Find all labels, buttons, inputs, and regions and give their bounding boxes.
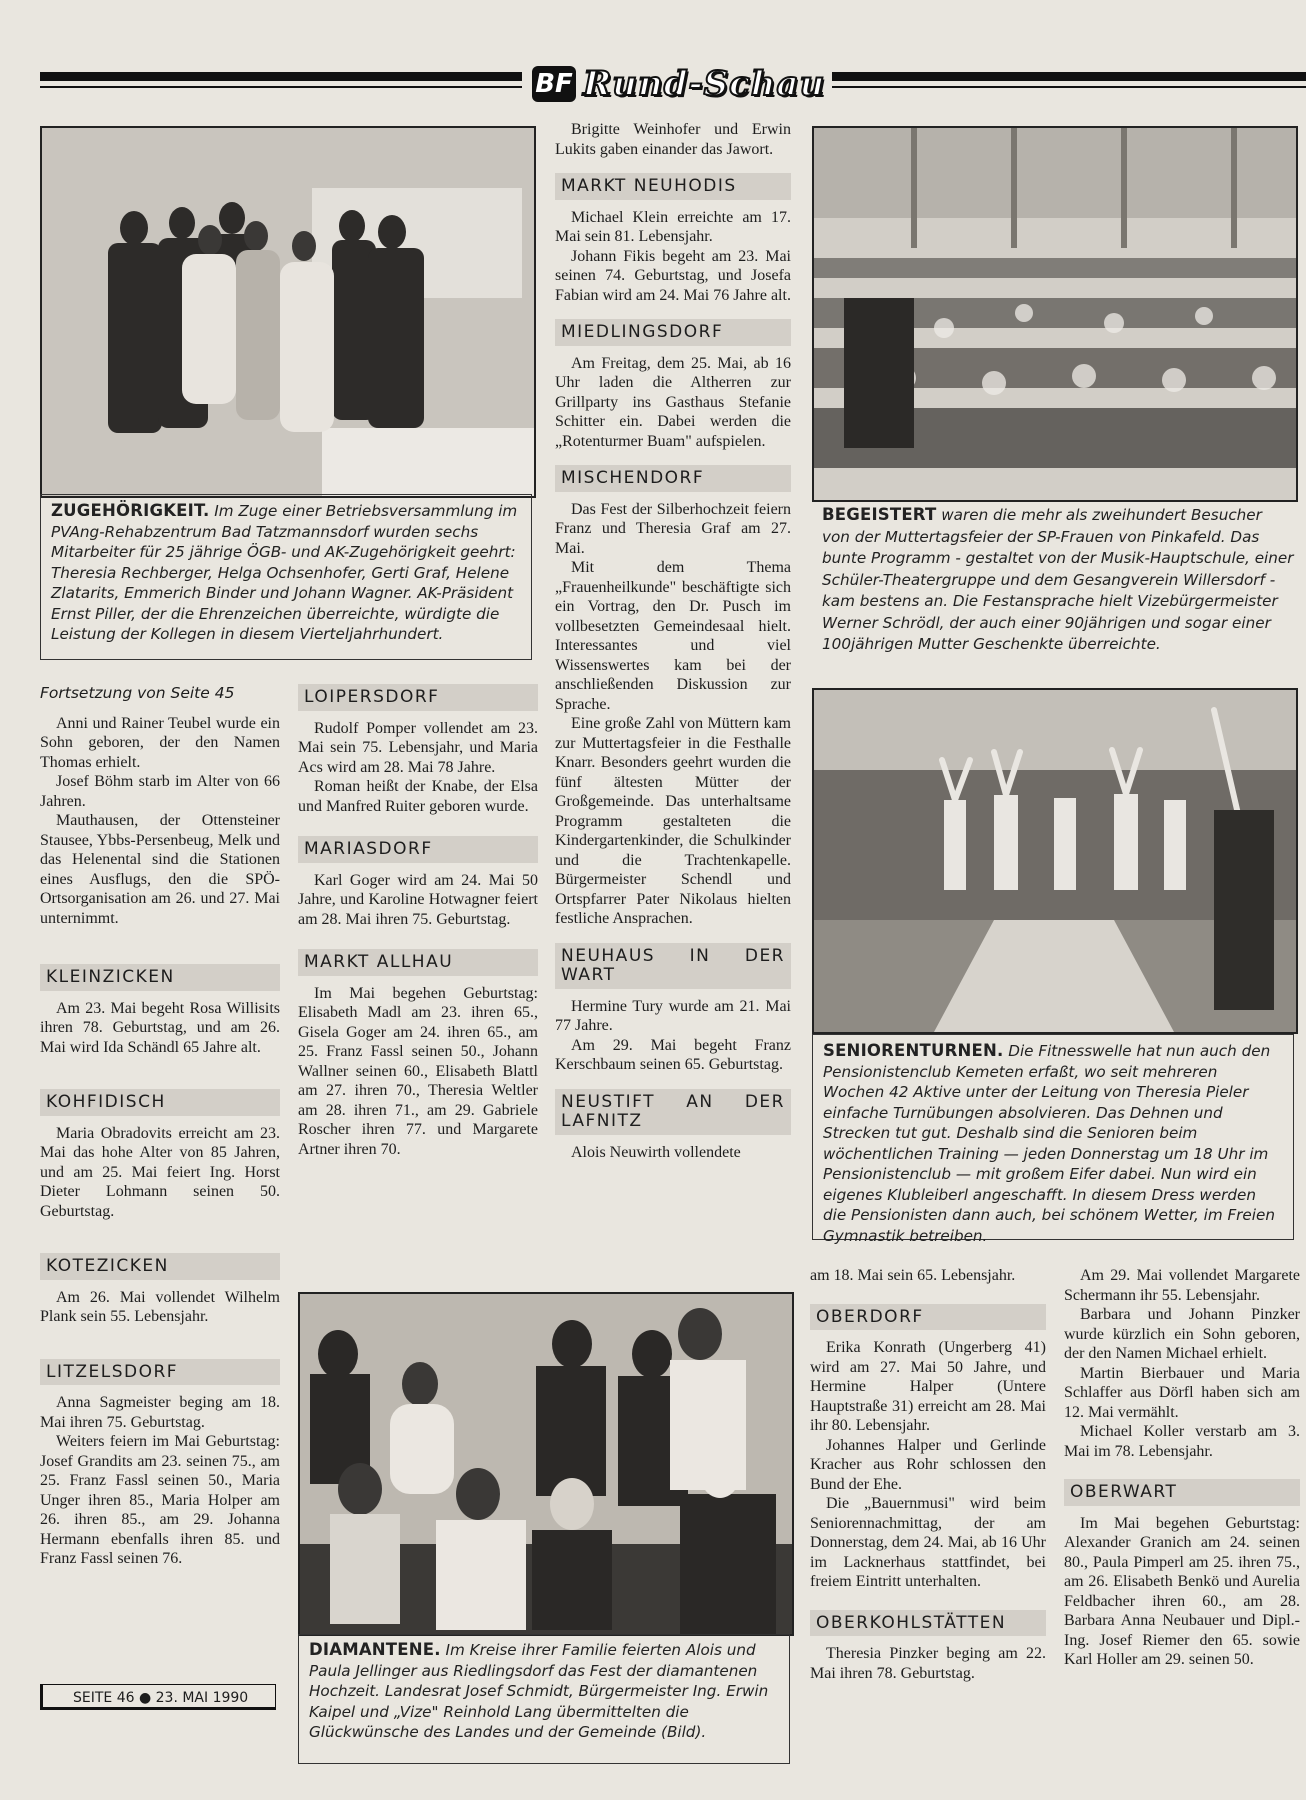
- section-heading: LITZELSDORF: [40, 1359, 280, 1386]
- section-heading: KOHFIDISCH: [40, 1089, 280, 1116]
- masthead-title: Rund-Schau: [583, 64, 826, 104]
- caption-begeistert: [822, 504, 1294, 656]
- paragraph: Johann Fikis begeht am 23. Mai seinen 74. Geburtstag, und Josefa Fabian wird am 24. Mai 76 Jahre alt.: [555, 247, 791, 304]
- section-heading: OBERDORF: [810, 1304, 1046, 1331]
- paragraph: Rudolf Pomper vollendet am 23. Mai sein 75. Lebensjahr, und Maria Acs wird am 28. Mai 78 Jahre.: [298, 719, 538, 776]
- section-heading: MARKT NEUHODIS: [555, 173, 791, 200]
- masthead-rule-right-thin: [832, 86, 1306, 88]
- caption-text: Im Kreise ihrer Familie feierten Alois und Paula Jellinger aus Riedlingsdorf das Fest der diamantenen Hochzeit. Landesrat Josef Schmidt, Bürgermeister Ing. Erwin Kaipel und „Vize" Reinhold Lang übermittelten die Glückwünsche des Landes und der Gemeinde (Bild).: [309, 1641, 769, 1741]
- section-heading: KLEINZICKEN: [40, 964, 280, 991]
- caption-zugehoerigkeit: [40, 494, 532, 660]
- paragraph: Maria Obradovits erreicht am 23. Mai das hohe Alter von 85 Jahren, und am 25. Mai feiert Ing. Horst Dieter Lohmann seinen 50. Geburtstag.: [40, 1124, 280, 1220]
- masthead-logo: BF: [532, 66, 576, 102]
- section-heading: LOIPERSDORF: [298, 684, 538, 711]
- paragraph: Weiters feiern im Mai Geburtstag: Josef Grandits am 23. seinen 75., am 25. Franz Fassl seinen 50., Maria Unger ihren 85., Maria Holper am 26. ihren 85., am 29. Johanna Hermann ebenfalls ihren 85. und Franz Fassl seinen 76.: [40, 1433, 280, 1567]
- paragraph: Theresia Pinzker beging am 22. Mai ihren 78. Geburtstag.: [810, 1645, 1046, 1682]
- column-1: [40, 684, 280, 1569]
- column-3: [555, 120, 791, 1162]
- section-heading: MARIASDORF: [298, 836, 538, 863]
- caption-head: ZUGEHÖRIGKEIT.: [51, 501, 210, 520]
- paragraph: Alois Neuwirth vollendete: [571, 1143, 741, 1161]
- section-heading: OBERKOHLSTÄTTEN: [810, 1610, 1046, 1637]
- paragraph: Anna Sagmeister beging am 18. Mai ihren 75. Geburtstag.: [40, 1394, 280, 1431]
- paragraph: Am 23. Mai begeht Rosa Willisits ihren 78. Geburtstag, und am 26. Mai wird Ida Schändl 65 Jahre alt.: [40, 999, 280, 1056]
- column-2: [298, 680, 538, 1159]
- paragraph: Am 29. Mai vollendet Margarete Schermann ihr 55. Lebensjahr.: [1064, 1267, 1300, 1304]
- section-heading: KOTEZICKEN: [40, 1253, 280, 1280]
- paragraph: Das Fest der Silberhochzeit feiern Franz und Theresia Graf am 27. Mai.: [555, 500, 791, 557]
- paragraph: Barbara und Johann Pinzker wurde kürzlich ein Sohn geboren, der den Namen Michael erhielt.: [1064, 1306, 1300, 1362]
- caption-head: DIAMANTENE.: [309, 1640, 441, 1659]
- paragraph: Im Mai begehen Geburtstag: Elisabeth Madl am 23. ihren 65., Gisela Goger am 24. ihren 65., am 25. Franz Fassl seinen 50., Johann Wallner seinen 60., Elisabeth Blattl am 27. ihren 70., Theresia Weltler am 28. ihren 71., am 29. Gabriele Roscher ihren 77. und Margarete Artner ihren 70.: [298, 984, 538, 1158]
- photo-begeistert: [812, 126, 1298, 502]
- section-heading: OBERWART: [1064, 1479, 1300, 1506]
- masthead-rule-left-thin: [40, 86, 522, 88]
- paragraph: Mit dem Thema „Frauenheilkunde" beschäftigte sich ein Vortrag, den Dr. Pusch im vollbesetzten Gemeindesaal hielt. Interessantes und viel Wissenswertes kam bei der anschließenden Diskussion zur Sprache.: [555, 559, 791, 713]
- paragraph: Josef Böhm starb im Alter von 66 Jahren.: [40, 773, 280, 810]
- paragraph: Die „Bauernmusi" wird beim Seniorennachmittag, der am Donnerstag, dem 24. Mai, ab 16 Uhr im Lacknerhaus stattfindet, bei freiem Eintritt unterhalten.: [810, 1495, 1046, 1590]
- paragraph: Mauthausen, der Ottensteiner Stausee, Ybbs-Persenbeug, Melk und das Helenental sind die Stationen eines Ausflugs, den die SPÖ-Ortsorganisation am 26. und 27. Mai unternimmt.: [40, 812, 280, 927]
- paragraph: Anni und Rainer Teubel wurde ein Sohn geboren, der den Namen Thomas erhielt.: [40, 714, 280, 771]
- section-heading: MISCHENDORF: [555, 465, 791, 492]
- paragraph: Im Mai begehen Geburtstag: Alexander Granich am 24. seinen 80., Paula Pimperl am 25. ihren 75., am 26. Elisabeth Benkö und Aurelia Feldbacher ihren 60., am 28. Barbara Anna Neubauer und Dipl.-Ing. Josef Riemer den 65. sowie Karl Holler am 29. seinen 50.: [1064, 1514, 1300, 1668]
- paragraph: Roman heißt der Knabe, der Elsa und Manfred Ruiter geboren wurde.: [298, 778, 538, 815]
- paragraph: Brigitte Weinhofer und Erwin Lukits gaben einander das Jawort.: [555, 121, 791, 158]
- masthead-rule-right: [832, 72, 1306, 81]
- photo-zugehoerigkeit: [40, 126, 536, 498]
- paragraph: Am Freitag, dem 25. Mai, ab 16 Uhr laden die Altherren zur Grillparty ins Gasthaus Stefanie Schitter ein. Dabei werden die „Rotenturmer Buam" aufspielen.: [555, 354, 791, 450]
- paragraph: Hermine Tury wurde am 21. Mai 77 Jahre.: [555, 997, 791, 1034]
- paragraph: Johannes Halper und Gerlinde Kracher aus Rohr schlossen den Bund der Ehe.: [810, 1436, 1046, 1493]
- paragraph: Eine große Zahl von Müttern kam zur Muttertagsfeier in die Festhalle Knarr. Besonders geehrt wurden die fünf ältesten Mütter der Großgemeinde. Das unterhaltsame Programm gestalteten die Kindergartenkinder, die Schulkinder und die Trachtenkapelle. Bürgermeister Schendl und Ortspfarrer Pater Nikolaus hielten festliche Ansprachen.: [555, 715, 791, 927]
- paragraph: Erika Konrath (Ungerberg 41) wird am 27. Mai 50 Jahre, und Hermine Halper (Untere Hauptstraße 31) erreicht am 28. Mai ihr 80. Lebensjahr.: [810, 1339, 1046, 1434]
- continued-note: Fortsetzung von Seite 45: [40, 684, 235, 702]
- paragraph: Karl Goger wird am 24. Mai 50 Jahre, und Karoline Hotwagner feiert am 28. Mai ihren 75. Geburtstag.: [298, 871, 538, 928]
- caption-head: BEGEISTERT: [822, 505, 937, 524]
- column-4: [810, 1266, 1046, 1683]
- paragraph: Am 26. Mai vollendet Wilhelm Plank sein 55. Lebensjahr.: [40, 1288, 280, 1325]
- section-heading: MARKT ALLHAU: [298, 949, 538, 976]
- photo-diamantene: [298, 1292, 794, 1636]
- paragraph: Michael Koller verstarb am 3. Mai im 78. Lebensjahr.: [1064, 1423, 1300, 1460]
- paragraph: Am 29. Mai begeht Franz Kerschbaum seinen 65. Geburtstag.: [555, 1036, 791, 1073]
- caption-text: waren die mehr als zweihundert Besucher von der Muttertagsfeier der SP-Frauen von Pinkafeld. Das bunte Programm - gestaltet von der Musik-Hauptschule, einer Schüler-Theatergruppe und dem Gesangverein Willersdorf - kam bestens an. Die Festansprache hielt Vizebürgermeister Werner Schrödl, der auch einer 90jährigen und sogar einer 100jährigen Mutter Geschenkte überreichte.: [822, 506, 1294, 653]
- paragraph: am 18. Mai sein 65. Lebensjahr.: [810, 1267, 1016, 1284]
- photo-seniorenturnen: [812, 688, 1298, 1034]
- section-heading: NEUSTIFT AN DER LAFNITZ: [555, 1089, 791, 1135]
- section-heading: NEUHAUS IN DER WART: [555, 943, 791, 989]
- caption-text: Die Fitnesswelle hat nun auch den Pensionistenclub Kemeten erfaßt, wo seit mehreren Wochen 42 Aktive unter der Leitung von Theresia Pieler einfache Turnübungen absolvieren. Das Dehnen und Strecken tut gut. Deshalb sind die Senioren beim wöchentlichen Training — jeden Donnerstag um 18 Uhr im Pensionistenclub — mit großem Eifer dabei. Nun wird ein eigenes Klubleiberl angeschafft. In diesem Dress werden die Pensionisten dann auch, bei schönem Wetter, im Freien Gymnastik betreiben.: [823, 1042, 1275, 1245]
- page-footer: SEITE 46 ● 23. MAI 1990: [40, 1684, 276, 1710]
- paragraph: Martin Bierbauer und Maria Schlaffer aus Dörfl haben sich am 12. Mai vermählt.: [1064, 1364, 1300, 1421]
- masthead-rule-left: [40, 72, 522, 81]
- caption-diamantene: [298, 1634, 790, 1764]
- section-heading: MIEDLINGSDORF: [555, 319, 791, 346]
- caption-seniorenturnen: [812, 1034, 1294, 1245]
- paragraph: Michael Klein erreichte am 17. Mai sein 81. Lebensjahr.: [555, 208, 791, 245]
- caption-text: Im Zuge einer Betriebsversammlung im PVAng-Rehabzentrum Bad Tatzmannsdorf wurden sechs Mitarbeiter für 25 jährige ÖGB- und AK-Zugehörigkeit geehrt: Theresia Rechberger, Helga Ochsenhofer, Gerti Graf, Helene Zlatarits, Emmerich Binder und Johann Wagner. AK-Präsident Ernst Piller, der die Ehrenzeichen überreichte, würdigte die Leistung der Kollegen in diesem Vierteljahrhundert.: [51, 502, 518, 643]
- column-5: [1064, 1266, 1300, 1766]
- caption-head: SENIORENTURNEN.: [823, 1041, 1004, 1060]
